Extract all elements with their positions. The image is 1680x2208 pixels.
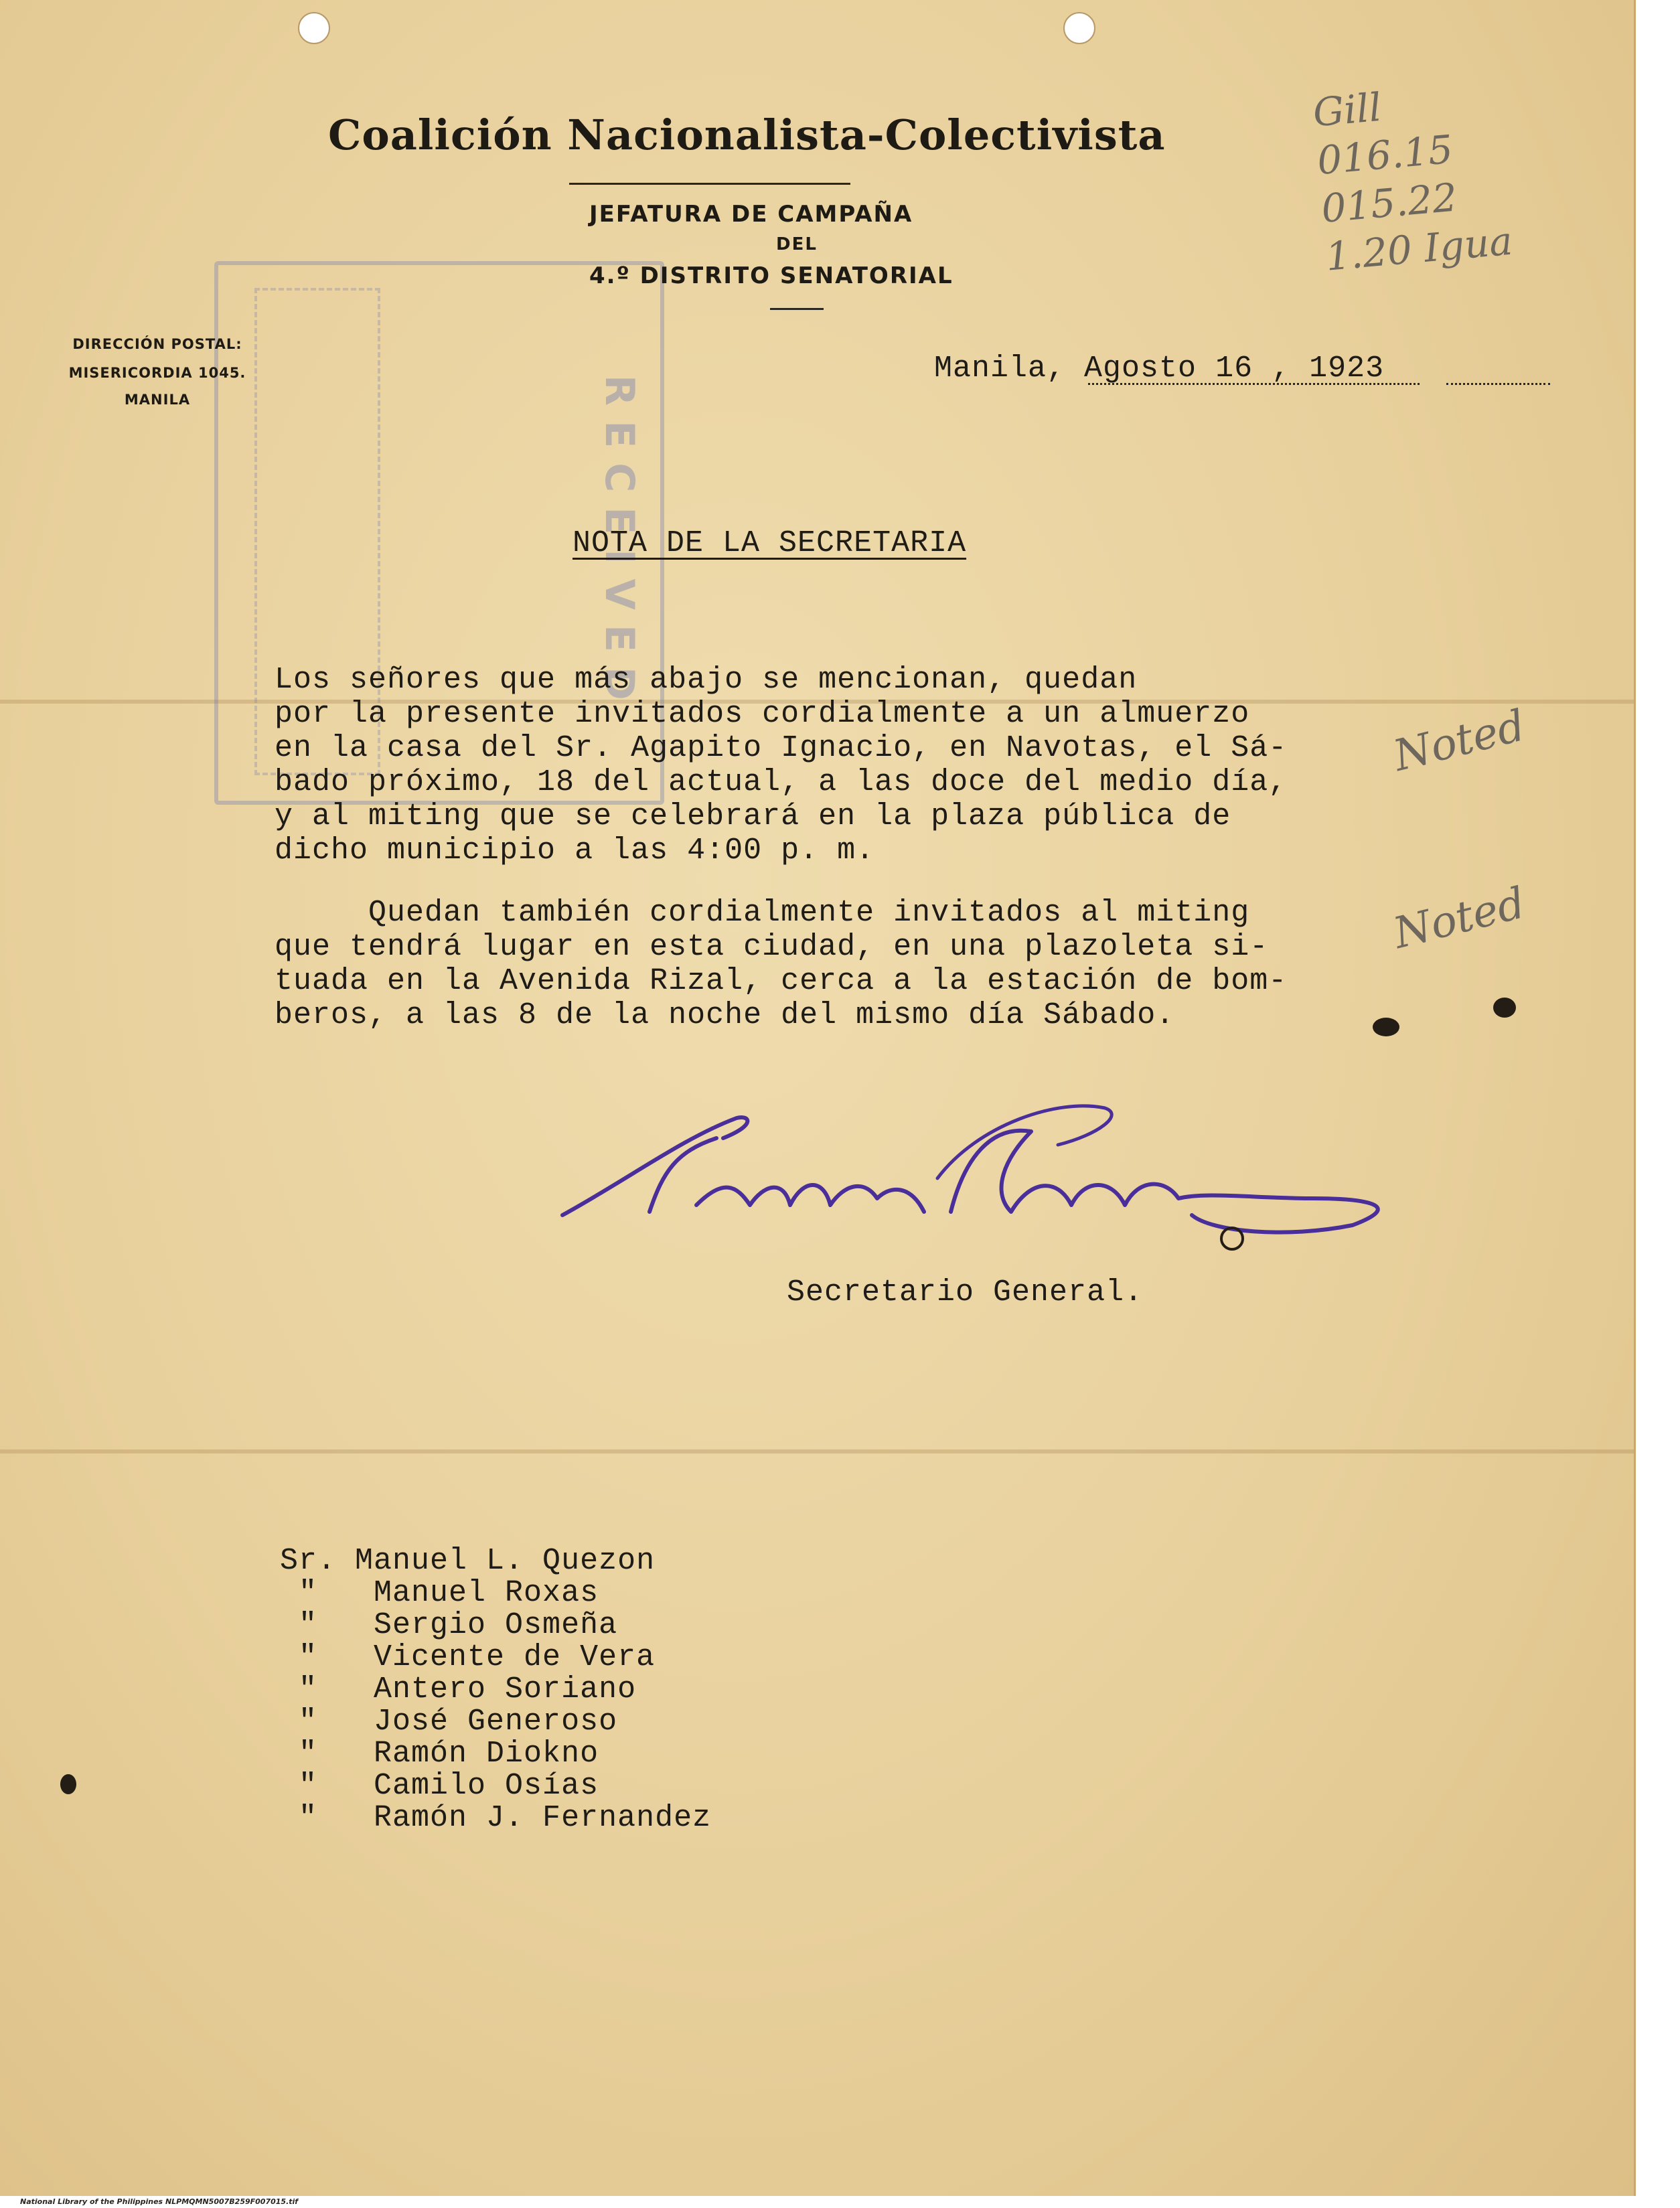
body-paragraph-1: Los señores que más abajo se mencionan, quedan por la presente invitados cordialmente a un almuerzo en la casa del Sr. Agapito Ignacio, en Navotas, el Sá- bado próximo, 18 del actual, a las doce del medio día, y al miting que se celebrará en la plaza pública de dicho municipio a las 4:00 p. m. (275, 663, 1288, 868)
pencil-note-margin-1: Noted (1389, 701, 1531, 781)
fold-line-lower (0, 1449, 1634, 1453)
binder-hole-left (298, 12, 330, 44)
date-dotted-rule (1088, 383, 1420, 385)
postal-address-city: MANILA (124, 392, 191, 408)
body-paragraph-2: Quedan también cordialmente invitados al miting que tendrá lugar en esta ciudad, en una plazoleta si- tuada en la Avenida Rizal, cerca a la estación de bom- beros, a las 8 de la noche del mismo día Sábado. (275, 896, 1288, 1032)
ink-blot (1493, 998, 1516, 1018)
campaign-headquarters-line: JEFATURA DE CAMPAÑA (589, 201, 913, 228)
binder-hole-right (1063, 12, 1095, 44)
recipient-list (280, 1545, 711, 1834)
recipient-item: " Ramón J. Fernandez (280, 1801, 712, 1835)
letterhead-del-line: DEL (776, 234, 818, 254)
letterhead-rule-top (569, 183, 850, 185)
recipient-item: Sr. Manuel L. Quezon (280, 1544, 656, 1578)
received-stamp-text: RECEIVED (596, 375, 643, 715)
pencil-note-margin-2: Noted (1389, 878, 1531, 959)
handwritten-signature (549, 1098, 1433, 1265)
year-dotted-rule (1446, 383, 1550, 385)
letterhead-rule-bottom (770, 308, 824, 310)
postal-address-label: DIRECCIÓN POSTAL: (72, 336, 242, 352)
organization-name: Coalición Nacionalista-Colectivista (328, 110, 1166, 159)
recipient-item: " Sergio Osmeña (280, 1608, 618, 1642)
ink-blot (60, 1774, 76, 1794)
recipient-item: " Antero Soriano (280, 1672, 637, 1707)
ink-blot (1373, 1018, 1399, 1036)
letter-date: Manila, Agosto 16 , 1923 (934, 351, 1385, 386)
memo-title: NOTA DE LA SECRETARIA (572, 526, 967, 560)
recipient-item: " Ramón Diokno (280, 1737, 599, 1771)
signatory-title: Secretario General. (787, 1275, 1144, 1310)
postal-address-street: MISERICORDIA 1045. (68, 365, 246, 381)
pencil-annotation-top-right: Gill 016.15 015.22 1.20 Igua (1311, 84, 1515, 280)
recipient-item: " Vicente de Vera (280, 1640, 656, 1674)
recipient-item: " Camilo Osías (280, 1769, 599, 1803)
archive-credit-footer: National Library of the Philippines NLPMQMN5007B259F007015.tif (20, 2197, 299, 2206)
recipient-item: " Manuel Roxas (280, 1576, 599, 1610)
recipient-item: " José Generoso (280, 1705, 618, 1739)
senatorial-district-line: 4.º DISTRITO SENATORIAL (589, 262, 953, 289)
